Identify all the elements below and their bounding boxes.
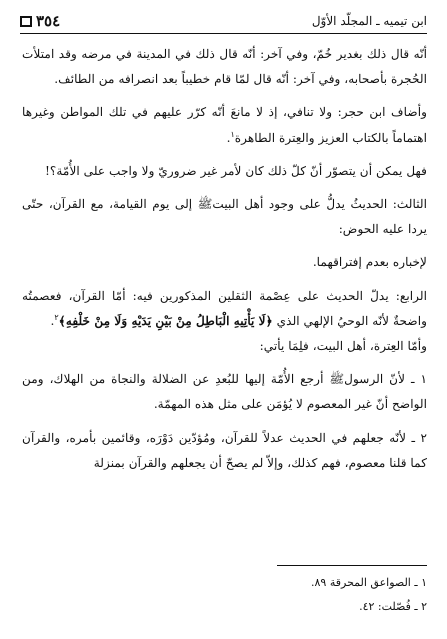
paragraph-6-text: الرابع: يدلّ الحديث على عِصْمة الثقلين المذكورين فيه: أمّا القرآن، فعصمتُه واضحةٌ لأنّه الوحيُ الإلهي الذي: [22, 288, 427, 328]
paragraph-9: ٢ ـ لأنّه جعلهم في الحديث عدلاً للقرآن، ومُؤدّين دَوْرَه، وقائمين بأمره، والقرآن كما قلنا معصوم، فهم كذلك، وإلاّ لم يصحّ أن يجعلهم والقرآن بمنزلة: [22, 430, 427, 470]
paragraph-4: الثالث: الحديثُ يدلُّ على وجود أهل البيتﷺ إلى يوم القيامة، مع القرآن، حتّى يردا عليه الحوض:: [22, 197, 427, 237]
paragraph-7: وأمّا العِترة، أهل البيت، فلِمَا يأتي:: [259, 339, 427, 354]
page-number: ٣٥٤: [36, 12, 61, 30]
running-title: ابن تيميه ـ المجلّد الأوّل: [311, 14, 427, 28]
footnote-2: ٢ ـ فُصّلت: ٤٢.: [359, 600, 427, 613]
footnote-ref-2: ٢: [54, 312, 59, 322]
paragraph-3: فهل يمكن أن يتصوّر أنّ كلّ ذلك كان لأمر غير ضروريّ ولا واجب على الأُمّة؟!: [45, 163, 427, 178]
footnote-rule: [277, 565, 427, 566]
paragraph-6: الرابع: يدلّ الحديث على عِصْمة الثقلين المذكورين فيه: أمّا القرآن، فعصمتُه واضحةٌ لأنّه الوحيُ الإلهي الذي ﴿لَا يَأْتِيهِ الْبَاطِلُ مِنْ بَيْنِ يَدَيْهِ وَلَا مِنْ خَلْفِهِ﴾$^٢$.: [22, 288, 427, 328]
page-header: [20, 10, 427, 32]
page-body: [22, 42, 427, 476]
footnote-ref-1: ١: [230, 129, 235, 139]
paragraph-2: وأضاف ابن حجر: ولا تنافي، إذ لا مانعَ أنّه كرّر عليهم في تلك المواطن وغيرها اهتماماً بالكتاب العزيز والعِترة الطاهرة$^١$.: [22, 105, 427, 145]
footnotes: [22, 571, 427, 619]
square-ornament-icon: [20, 16, 32, 27]
paragraph-8: ١ ـ لأنّ الرسولﷺ أرجع الأُمّة إليها للبُعدِ عن الضلالة والنجاة من الهلاك، ومن الواضح أنّ غير المعصوم لا يُؤمَن على مثل هذه المهمّة.: [22, 372, 427, 412]
paragraph-2-text: وأضاف ابن حجر: ولا تنافي، إذ لا مانعَ أنّه كرّر عليهم في تلك المواطن وغيرها اهتماماً بالكتاب العزيز والعِترة الطاهرة: [22, 105, 427, 145]
quran-verse: ﴿لَا يَأْتِيهِ الْبَاطِلُ مِنْ بَيْنِ يَدَيْهِ وَلَا مِنْ خَلْفِهِ﴾: [58, 313, 273, 328]
page-number-block: [20, 12, 60, 30]
footnote-1: ١ ـ الصواعق المحرقة ٨٩.: [311, 576, 427, 589]
paragraph-5: لإخباره بعدم إفتراقهما.: [312, 255, 427, 270]
paragraph-1: أنّه قال ذلك بغدير خُمّ، وفي آخر: أنّه قال ذلك في المدينة في مرضه وقد امتلأت الحُجرة بأصحابه، وفي آخر: أنّه قال لمّا قام خطيباً بعد انصرافه من الطائف.: [22, 47, 427, 87]
header-rule: [20, 33, 427, 34]
